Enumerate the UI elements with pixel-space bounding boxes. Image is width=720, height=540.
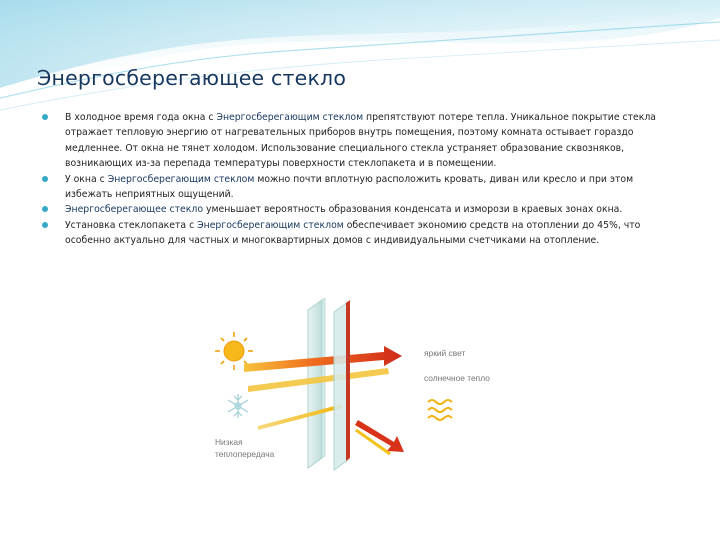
low-e-coating — [346, 300, 350, 461]
glass-pane-inner — [334, 302, 348, 470]
label-low-transfer-1: Низкая — [215, 437, 243, 447]
bullet-item — [42, 172, 674, 203]
bullet-list — [42, 110, 674, 249]
slide-title: Энергосберегающее стекло — [37, 66, 347, 90]
bullet-item — [42, 110, 674, 172]
highlighted-term: Энергосберегающим стеклом — [216, 112, 364, 123]
bullet-text-segment: Установка стеклопакета с — [65, 219, 198, 231]
heat-ray-arrow — [258, 406, 342, 428]
header-wave-decoration — [0, 0, 720, 120]
bullet-item — [42, 218, 674, 249]
reflected-heat-arrow — [355, 420, 404, 454]
bullet-marker — [42, 114, 48, 120]
bullet-text-segment: препятствуют потере тепла. Уникальное покрытие стекла отражает тепловую энергию от нагревательных приборов внутрь помещения, поэтому комната остывает гораздо медленнее. От окна не тянет холодом. Использование специального стекла устраняет образование сквозняков, возникающих из-за перепада температуры поверхности стеклопакета и в помещении. — [65, 112, 657, 170]
bullet-item — [42, 202, 674, 217]
snowflake-icon — [228, 394, 248, 418]
bullet-text-segment: В холодное время года окна с — [65, 112, 217, 123]
bullet-text-segment: обеспечивает экономию средств на отоплении до 45%, что особенно актуально для частных и многоквартирных домов с индивидуальными счетчиками на отопление. — [65, 219, 641, 247]
label-low-transfer-2: теплопередача — [215, 449, 275, 459]
highlighted-term: Энергосберегающим стеклом — [197, 219, 344, 231]
bullet-marker — [42, 206, 48, 212]
bullet-marker — [42, 176, 48, 182]
bullet-text-segment: уменьшает вероятность образования конденсата и изморози в краевых зонах окна. — [203, 204, 623, 216]
label-solar-heat: солнечное тепло — [424, 373, 490, 383]
bullet-marker — [42, 222, 48, 228]
energy-saving-glass-diagram — [188, 290, 538, 480]
highlighted-term: Энергосберегающим стеклом — [107, 173, 255, 185]
highlighted-term: Энергосберегающее стекло — [65, 204, 204, 216]
bullet-text-segment: можно почти вплотную расположить кровать, диван или кресло и при этом избежать неприятных ощущений. — [65, 173, 634, 201]
heat-waves-icon — [428, 400, 452, 420]
bullet-text-segment: У окна с — [65, 173, 108, 185]
label-bright-light: яркий свет — [424, 348, 466, 358]
